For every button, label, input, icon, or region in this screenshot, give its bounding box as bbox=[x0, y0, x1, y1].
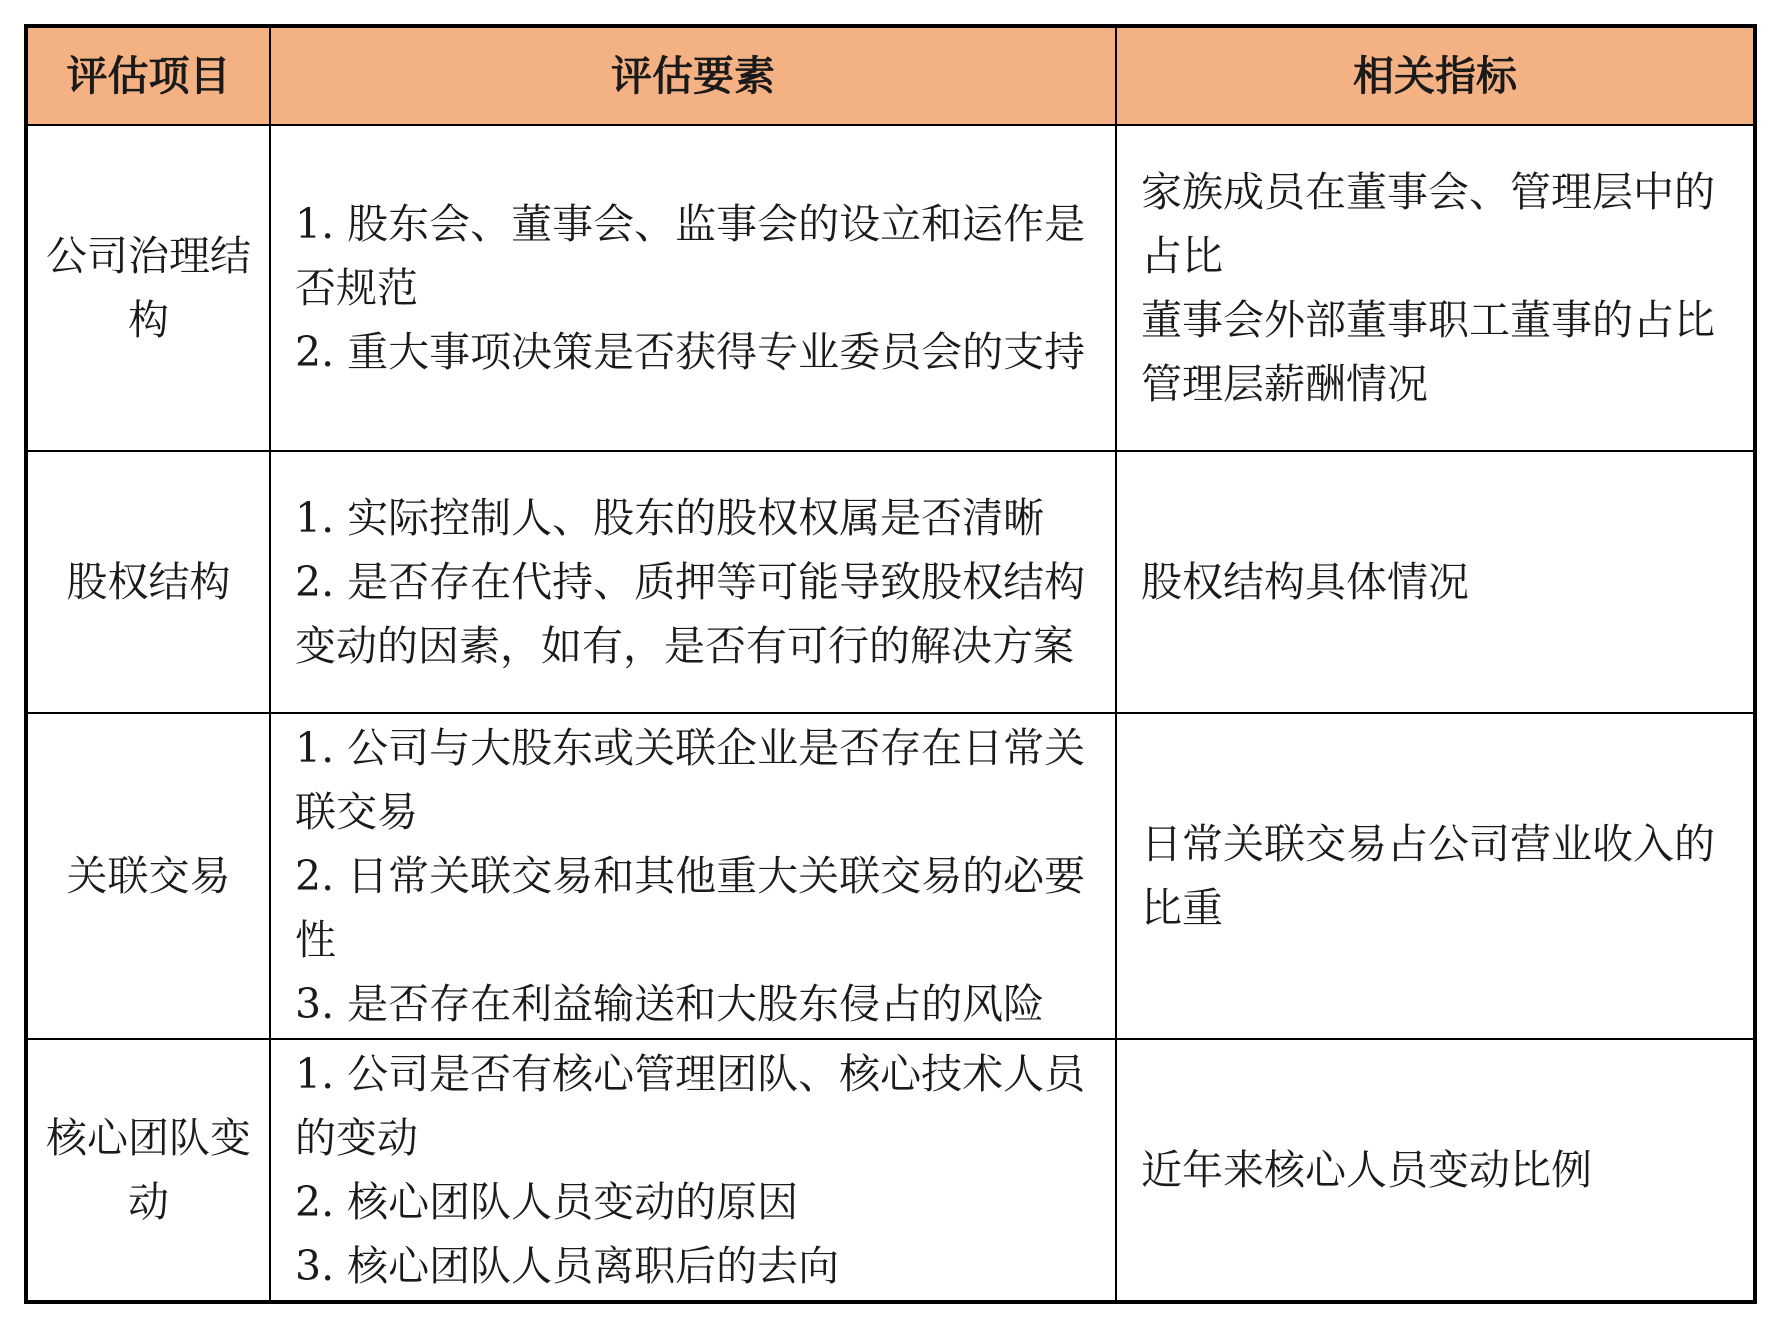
header-elements: 评估要素 bbox=[270, 26, 1116, 125]
header-indicators: 相关指标 bbox=[1116, 26, 1755, 125]
element-line: 3. 核心团队人员离职后的去向 bbox=[295, 1242, 840, 1290]
row-indicators bbox=[1116, 713, 1755, 1039]
row-item: 股权结构 bbox=[26, 451, 270, 713]
element-line: 2. 核心团队人员变动的原因 bbox=[295, 1178, 799, 1226]
row-elements bbox=[270, 713, 1116, 1039]
table-row bbox=[26, 1039, 1755, 1302]
indicator-line: 日常关联交易占公司营业收入的比重 bbox=[1141, 820, 1715, 932]
element-line: 1. 实际控制人、股东的股权权属是否清晰 bbox=[295, 494, 1045, 542]
indicator-line: 管理层薪酬情况 bbox=[1141, 360, 1428, 408]
row-item: 关联交易 bbox=[26, 713, 270, 1039]
indicator-line: 股权结构具体情况 bbox=[1141, 558, 1469, 606]
row-item: 核心团队变动 bbox=[26, 1039, 270, 1302]
element-line: 2. 日常关联交易和其他重大关联交易的必要性 bbox=[295, 852, 1086, 964]
table-row bbox=[26, 713, 1755, 1039]
evaluation-table-container bbox=[24, 24, 1753, 1304]
row-elements bbox=[270, 451, 1116, 713]
element-line: 1. 公司与大股东或关联企业是否存在日常关联交易 bbox=[295, 724, 1086, 836]
indicator-line: 近年来核心人员变动比例 bbox=[1141, 1146, 1592, 1194]
table-row bbox=[26, 125, 1755, 451]
indicator-line: 家族成员在董事会、管理层中的占比 bbox=[1141, 168, 1715, 280]
header-item: 评估项目 bbox=[26, 26, 270, 125]
table-header-row bbox=[26, 26, 1755, 125]
element-line: 2. 是否存在代持、质押等可能导致股权结构变动的因素，如有，是否有可行的解决方案 bbox=[295, 558, 1086, 670]
row-indicators bbox=[1116, 1039, 1755, 1302]
element-line: 1. 公司是否有核心管理团队、核心技术人员的变动 bbox=[295, 1050, 1086, 1162]
indicator-line: 董事会外部董事职工董事的占比 bbox=[1141, 296, 1715, 344]
row-indicators bbox=[1116, 451, 1755, 713]
table-row bbox=[26, 451, 1755, 713]
row-elements bbox=[270, 1039, 1116, 1302]
evaluation-table bbox=[24, 24, 1757, 1304]
element-line: 1. 股东会、董事会、监事会的设立和运作是否规范 bbox=[295, 200, 1086, 312]
row-item: 公司治理结构 bbox=[26, 125, 270, 451]
row-indicators bbox=[1116, 125, 1755, 451]
element-line: 2. 重大事项决策是否获得专业委员会的支持 bbox=[295, 328, 1086, 376]
element-line: 3. 是否存在利益输送和大股东侵占的风险 bbox=[295, 980, 1045, 1028]
row-elements bbox=[270, 125, 1116, 451]
